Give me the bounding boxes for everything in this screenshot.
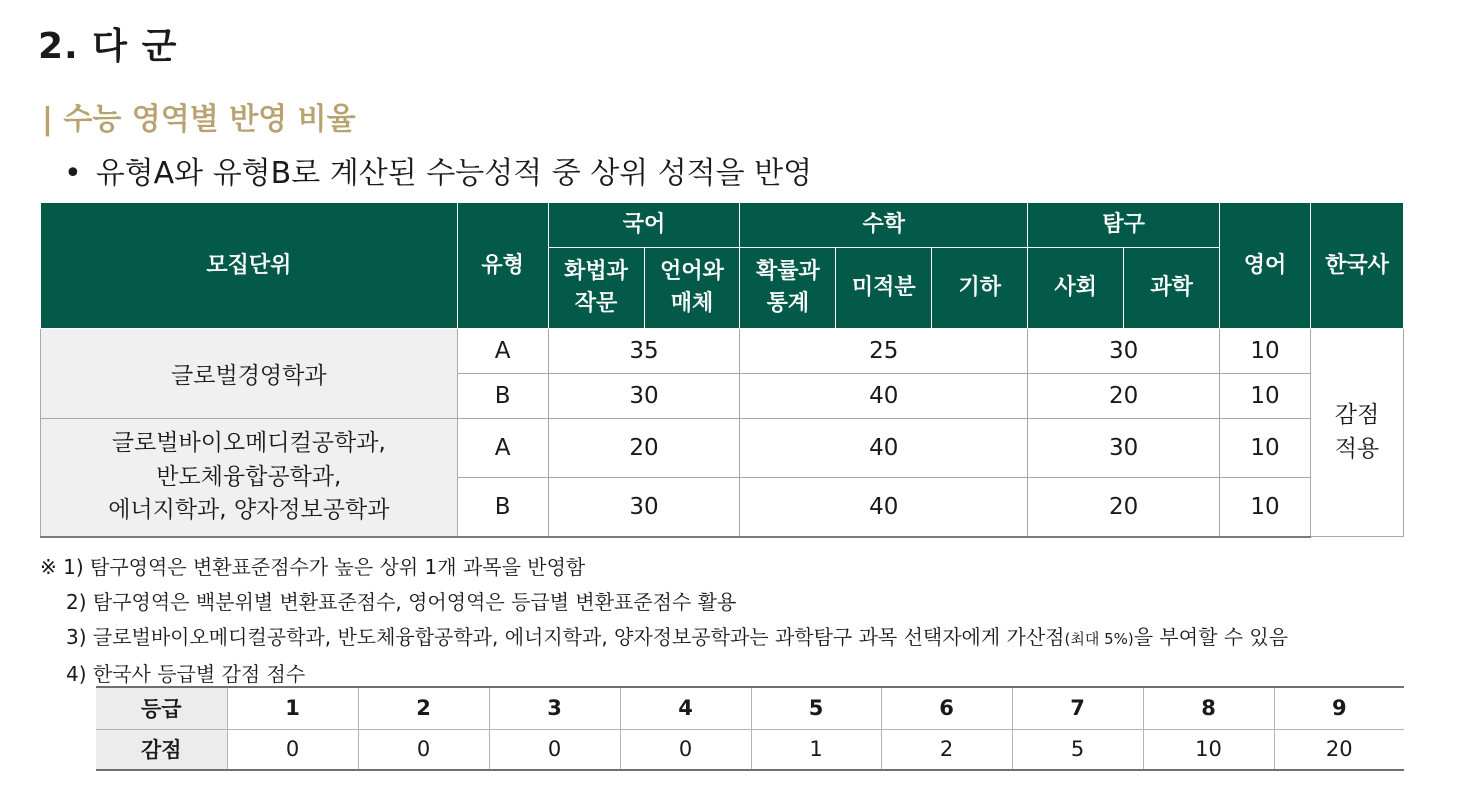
deduction-cell: 0 [620, 729, 751, 770]
korean-cell: 30 [548, 478, 740, 537]
header-korean-sub1 [548, 248, 644, 329]
header-history: 한국사 [1310, 203, 1403, 329]
type-cell: A [457, 329, 548, 374]
header-inquiry-sub1: 사회 [1028, 248, 1124, 329]
grade-cell: 5 [751, 687, 881, 729]
grade-cell: 3 [489, 687, 620, 729]
note-3-small: (최대 5%) [1064, 630, 1134, 648]
math-cell: 25 [740, 329, 1028, 374]
note-4: 4) 한국사 등급별 감점 점수 [66, 662, 306, 686]
unit-line: 글로벌바이오메디컬공학과, [111, 430, 386, 457]
inquiry-cell: 30 [1028, 329, 1220, 374]
table-row [41, 329, 1404, 374]
deduction-row [96, 729, 1404, 770]
table-row [41, 419, 1404, 478]
grade-cell: 2 [358, 687, 489, 729]
type-cell: B [457, 478, 548, 537]
type-cell: B [457, 374, 548, 419]
deduction-cell: 1 [751, 729, 881, 770]
type-cell: A [457, 419, 548, 478]
bullet-note [64, 148, 812, 192]
english-cell: 10 [1220, 419, 1311, 478]
unit-line: 에너지학과, 양자정보공학과 [108, 496, 390, 523]
header-line: 작문 [574, 291, 618, 316]
grade-cell: 8 [1143, 687, 1274, 729]
deduction-cell: 2 [881, 729, 1012, 770]
grade-cell: 7 [1012, 687, 1143, 729]
bullet-text: 유형A와 유형B로 계산된 수능성적 중 상위 성적을 반영 [95, 156, 813, 191]
deduction-label: 감점 [96, 729, 227, 770]
grade-cell: 9 [1274, 687, 1404, 729]
unit-line: 반도체융합공학과, [156, 463, 342, 490]
header-math-sub3: 기하 [932, 248, 1028, 329]
header-math-sub2: 미적분 [836, 248, 932, 329]
header-korean: 국어 [548, 203, 740, 248]
english-cell: 10 [1220, 374, 1311, 419]
grade-label: 등급 [96, 687, 227, 729]
korean-cell: 20 [548, 419, 740, 478]
grade-row [96, 687, 1404, 729]
deduction-cell: 0 [489, 729, 620, 770]
header-korean-sub2 [644, 248, 740, 329]
note-3-text: 3) 글로벌바이오메디컬공학과, 반도체융합공학과, 에너지학과, 양자정보공학과는 과학탐구 과목 선택자에게 가산점 [66, 625, 1065, 649]
deduction-cell: 0 [227, 729, 358, 770]
section-heading: | 수능 영역별 반영 비율 [42, 102, 356, 137]
history-line: 적용 [1334, 435, 1380, 462]
deduction-cell: 10 [1143, 729, 1274, 770]
header-math-sub1 [740, 248, 836, 329]
header-type: 유형 [457, 203, 548, 329]
history-line: 감점 [1334, 402, 1380, 429]
ratio-table [40, 202, 1404, 538]
english-cell: 10 [1220, 478, 1311, 537]
header-math: 수학 [740, 203, 1028, 248]
grade-cell: 6 [881, 687, 1012, 729]
inquiry-cell: 30 [1028, 419, 1220, 478]
deduction-cell: 5 [1012, 729, 1143, 770]
math-cell: 40 [740, 478, 1028, 537]
grade-cell: 4 [620, 687, 751, 729]
header-line: 언어와 [660, 259, 724, 285]
math-cell: 40 [740, 419, 1028, 478]
unit-cell [41, 419, 458, 537]
notes [40, 550, 1288, 692]
note-3-tail: 을 부여할 수 있음 [1133, 625, 1289, 649]
english-cell: 10 [1220, 329, 1311, 374]
note-1: ※ 1) 탐구영역은 변환표준점수가 높은 상위 1개 과목을 반영함 [40, 555, 586, 579]
header-english: 영어 [1220, 203, 1311, 329]
header-unit: 모집단위 [41, 203, 458, 329]
page-title: 2. 다 군 [38, 26, 178, 67]
header-line: 화법과 [564, 259, 628, 285]
note-3 [40, 620, 1288, 657]
header-inquiry: 탐구 [1028, 203, 1220, 248]
deduction-cell: 20 [1274, 729, 1404, 770]
math-cell: 40 [740, 374, 1028, 419]
header-inquiry-sub2: 과학 [1124, 248, 1220, 329]
header-line: 확률과 [756, 259, 820, 285]
deduction-cell: 0 [358, 729, 489, 770]
history-deduction-table [96, 686, 1404, 771]
bullet-dot: • [64, 156, 82, 191]
korean-cell: 35 [548, 329, 740, 374]
inquiry-cell: 20 [1028, 374, 1220, 419]
unit-cell: 글로벌경영학과 [41, 329, 458, 419]
history-cell [1310, 329, 1403, 537]
note-2: 2) 탐구영역은 백분위별 변환표준점수, 영어영역은 등급별 변환표준점수 활용 [66, 590, 737, 614]
grade-cell: 1 [227, 687, 358, 729]
header-line: 매체 [670, 291, 714, 316]
inquiry-cell: 20 [1028, 478, 1220, 537]
korean-cell: 30 [548, 374, 740, 419]
header-line: 통계 [766, 291, 810, 316]
